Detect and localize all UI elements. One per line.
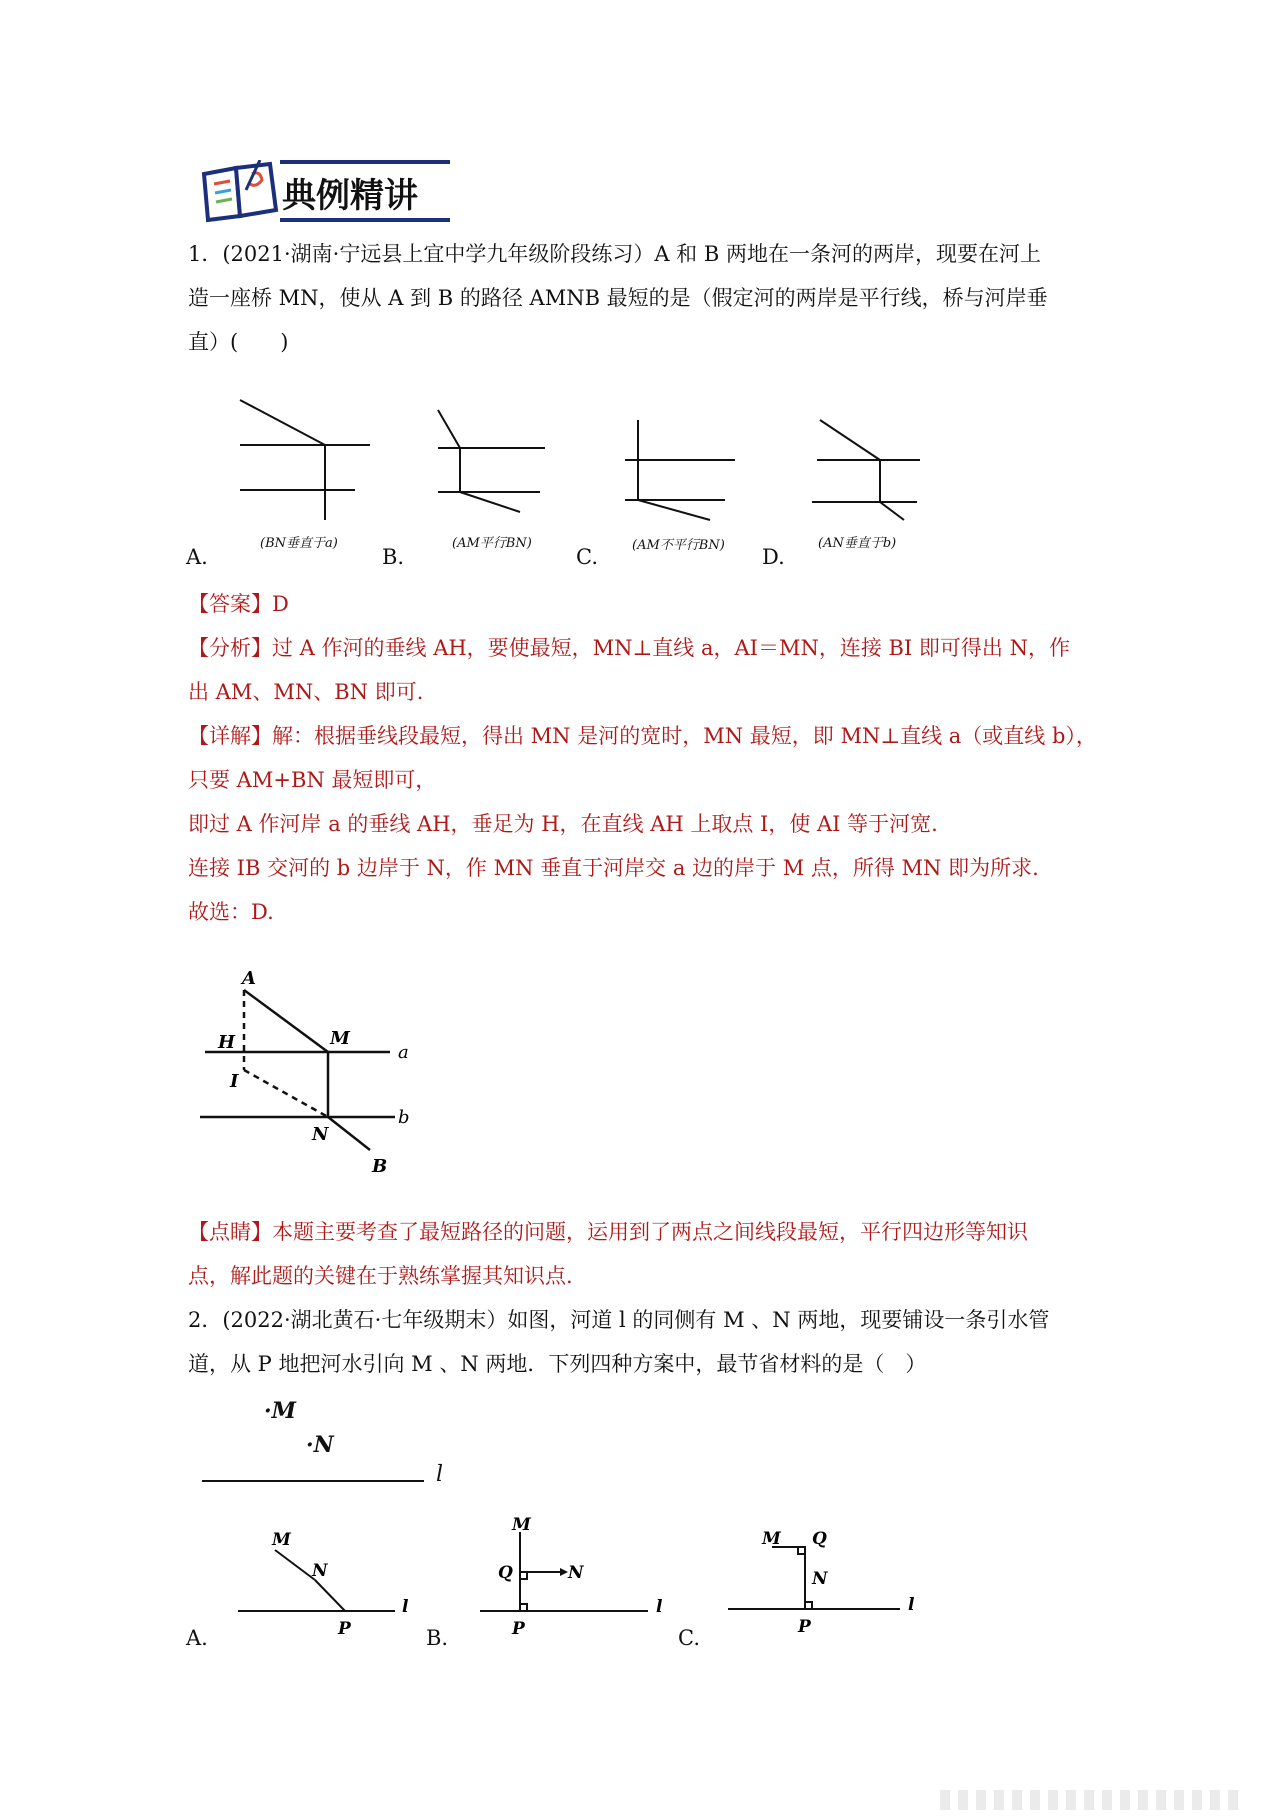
svg-text:P: P: [512, 1619, 525, 1639]
q2-river-line: [202, 1480, 424, 1482]
svg-text:P: P: [798, 1617, 811, 1637]
q1-solution-diagram: [190, 960, 430, 1180]
diag-label-h: H: [218, 1032, 236, 1053]
svg-text:M: M: [762, 1529, 781, 1549]
svg-text:M: M: [512, 1515, 531, 1535]
section-header: [200, 158, 460, 228]
footer-watermark: [940, 1790, 1240, 1810]
diag-label-i: I: [230, 1071, 239, 1092]
svg-text:l: l: [402, 1597, 409, 1617]
svg-text:Q: Q: [812, 1529, 827, 1549]
diag-label-m: M: [330, 1028, 350, 1049]
q2-line1: 2．(2022·湖北黄石·七年级期末）如图，河道 l 的同侧有 M 、N 两地，现要铺设一条引水管: [188, 1308, 1050, 1332]
svg-text:N: N: [312, 1561, 328, 1581]
q1-option-b-caption: (AM平行BN): [452, 536, 532, 551]
q1-detail-2: 只要 AM+BN 最短即可，: [188, 768, 437, 792]
q1-option-c-caption: (AM不平行BN): [632, 538, 725, 553]
diag-label-n: N: [312, 1124, 329, 1145]
svg-text:N: N: [568, 1563, 584, 1583]
svg-text:N: N: [812, 1569, 828, 1589]
svg-text:P: P: [338, 1619, 351, 1639]
section-title: 典例精讲: [282, 176, 418, 216]
svg-text:Q: Q: [498, 1563, 513, 1583]
q2-options-figure: [180, 1510, 940, 1640]
q2-option-c-letter[interactable]: C.: [678, 1626, 700, 1650]
q1-comment-1: 【点睛】本题主要考查了最短路径的问题，运用到了两点之间线段最短，平行四边形等知识: [188, 1220, 1028, 1244]
q1-detail-3: 即过 A 作河岸 a 的垂线 AH，垂足为 H，在直线 AH 上取点 I，使 AI 等于河宽.: [188, 812, 938, 836]
q1-analysis-2: 出 AM、MN、BN 即可.: [188, 680, 424, 704]
q1-line1: 1．(2021·湖南·宁远县上宜中学九年级阶段练习）A 和 B 两地在一条河的两岸，现要在河上: [188, 242, 1041, 266]
q1-line3: 直）( ): [188, 330, 289, 354]
q1-choose: 故选：D.: [188, 900, 274, 924]
q1-option-a-letter[interactable]: A.: [186, 545, 208, 569]
q1-detail-1: 【详解】解：根据垂线段最短，得出 MN 是河的宽时，MN 最短，即 MN⊥直线 a（或直线 b），: [188, 724, 1097, 748]
q2-option-a-letter[interactable]: A.: [186, 1626, 208, 1650]
q1-comment-2: 点，解此题的关键在于熟练掌握其知识点.: [188, 1264, 573, 1288]
q1-analysis-1: 【分析】过 A 作河的垂线 AH，要使最短，MN⊥直线 a，AI＝MN，连接 BI 即可得出 N，作: [188, 636, 1070, 660]
q1-option-d-caption: (AN垂直于b): [818, 536, 897, 551]
svg-text:l: l: [908, 1595, 915, 1615]
diag-label-a: A: [242, 968, 256, 989]
q1-line2: 造一座桥 MN，使从 A 到 B 的路径 AMNB 最短的是（假定河的两岸是平行线，桥与河岸垂: [188, 286, 1048, 310]
q1-option-c-letter[interactable]: C.: [576, 545, 598, 569]
diag-label-a-line: a: [398, 1042, 409, 1063]
svg-text:l: l: [656, 1597, 663, 1617]
diag-label-b-line: b: [398, 1107, 410, 1128]
q1-detail-4: 连接 IB 交河的 b 边岸于 N，作 MN 垂直于河岸交 a 边的岸于 M 点，所得 MN 即为所求.: [188, 856, 1039, 880]
svg-text:M: M: [272, 1530, 291, 1550]
q1-option-b-letter[interactable]: B.: [382, 545, 405, 569]
q1-answer: 【答案】D: [188, 592, 289, 616]
q2-option-b-letter[interactable]: B.: [426, 1626, 449, 1650]
q2-label-l: l: [436, 1462, 444, 1487]
q1-option-d-letter[interactable]: D.: [762, 545, 785, 569]
diag-label-b: B: [372, 1156, 388, 1177]
book-icon: [200, 160, 280, 224]
q2-label-m: ·M: [264, 1398, 297, 1424]
q1-option-a-caption: (BN垂直于a): [260, 536, 338, 551]
q2-label-n: ·N: [306, 1432, 334, 1458]
q2-line2: 道，从 P 地把河水引向 M 、N 两地．下列四种方案中，最节省材料的是（ ）: [188, 1352, 927, 1376]
